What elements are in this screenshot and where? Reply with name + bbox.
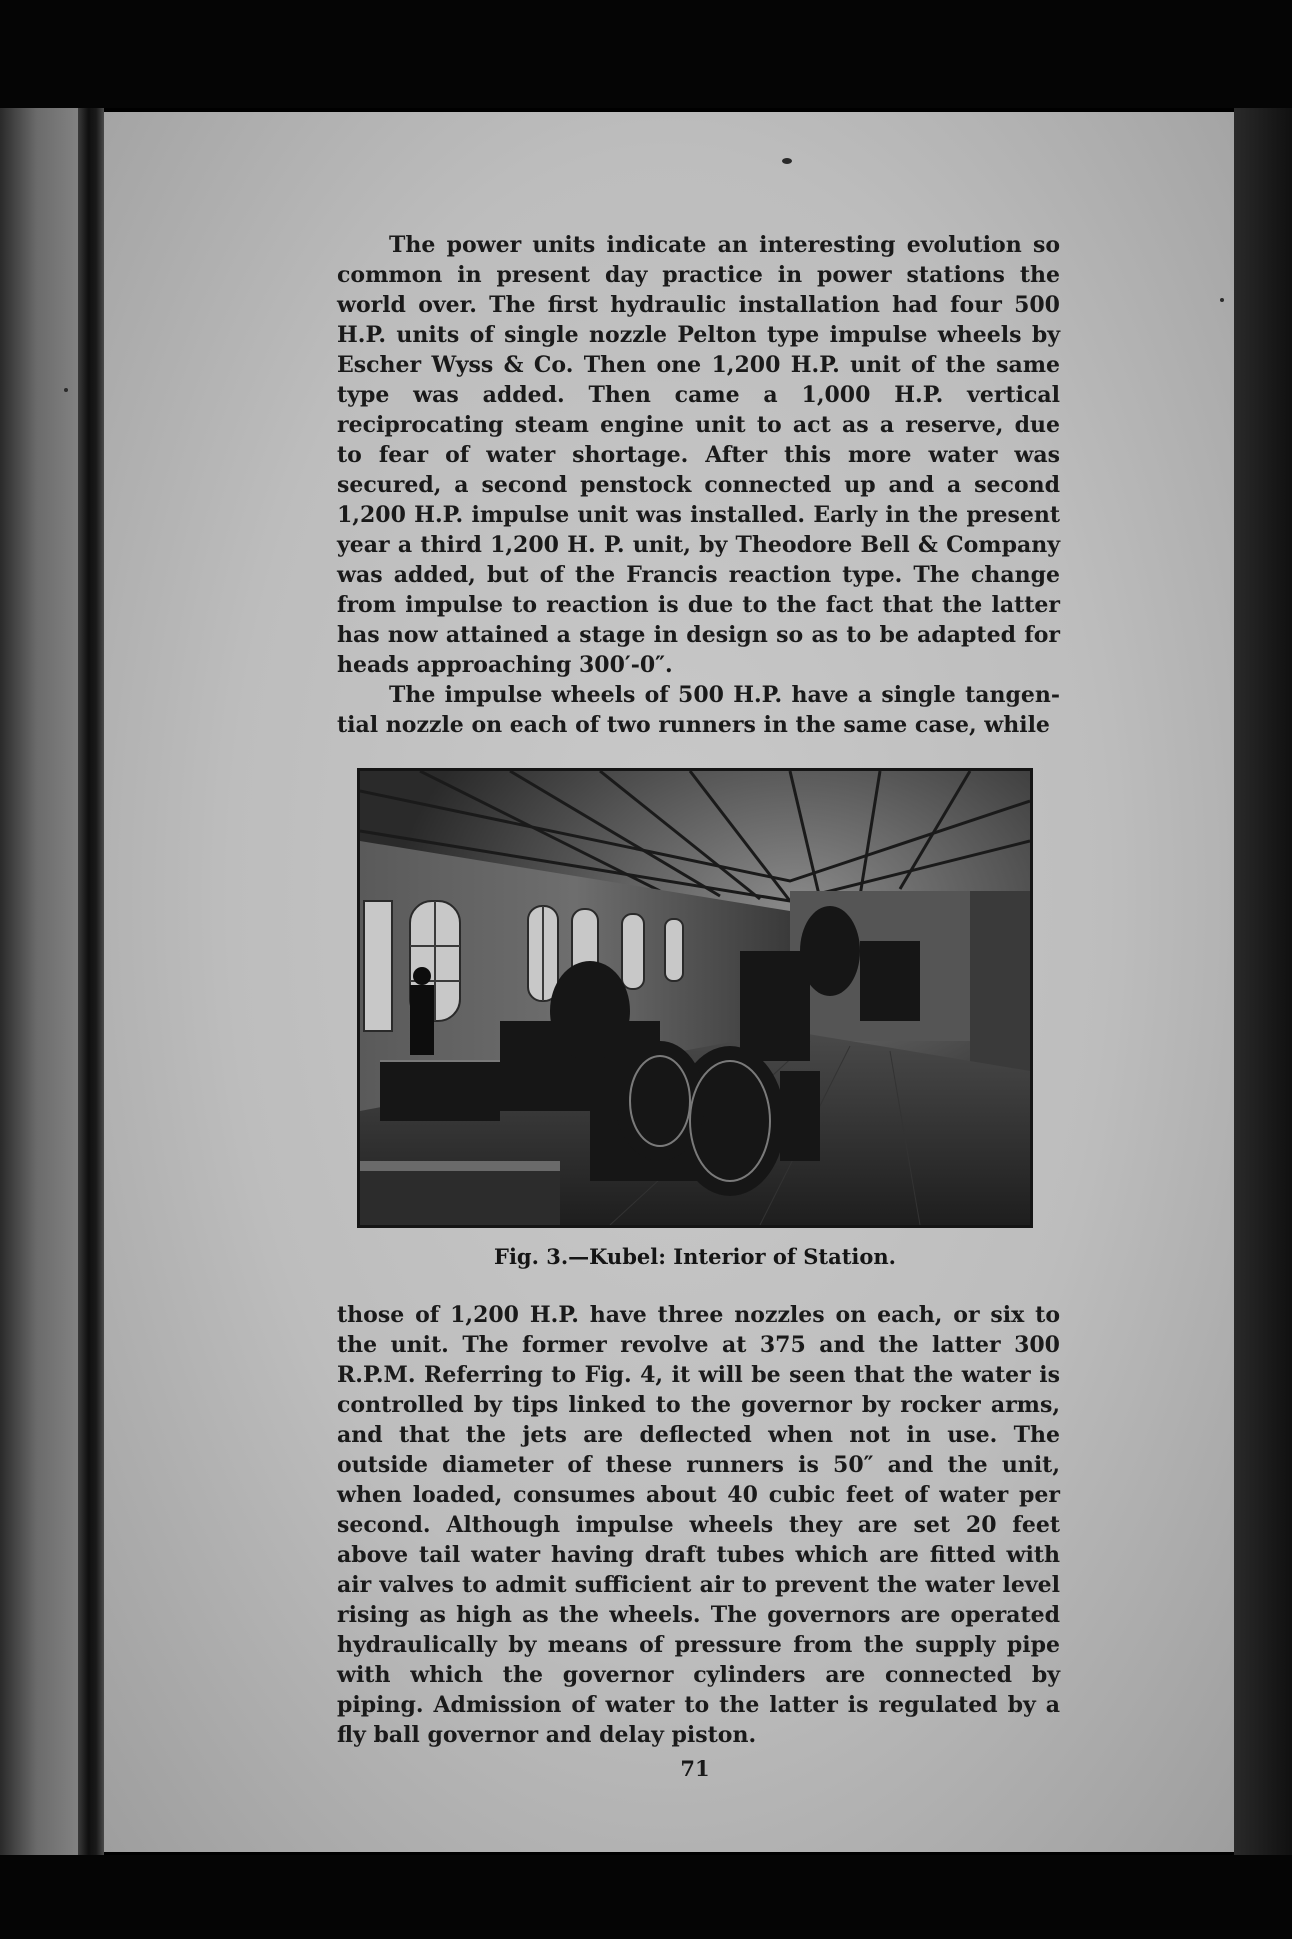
ink-speck (64, 388, 68, 392)
paragraph: The power units indicate an interesting evolution so common in present day practice in power stations the world over. The first hydraulic installation had four 500 H.P. units of single nozzle Pelton type impulse wheels by Escher Wyss & Co. Then one 1,200 H.P. unit of the same type was added. Then came a 1,000 H.P. vertical reciprocating steam engine unit to act as a reserve, due to fear of water shortage. After this more water was secured, a second penstock connected up and a second 1,200 H.P. impulse unit was installed. Early in the present year a third 1,200 H. P. unit, by Theodore Bell & Company was added, but of the Francis reaction type. The change from impulse to reaction is due to the fact that the latter has now attained a stage in design so as to be adapted for heads approaching 300′-0″. (337, 232, 1060, 678)
scan-border-bottom (0, 1855, 1292, 1939)
body-text-bottom (337, 1300, 1060, 1750)
paragraph: The impulse wheels of 500 H.P. have a single tangential nozzle on each of two runners in the same case, while (337, 682, 1060, 738)
figure-caption: Fig. 3.—Kubel: Interior of Station. (494, 1244, 896, 1269)
book-binding (78, 108, 104, 1855)
scan-border-right (1234, 108, 1292, 1855)
station-interior-photo (357, 768, 1033, 1228)
paragraph: those of 1,200 H.P. have three nozzles on each, or six to the unit. The former revolve at 375 and the latter 300 R.P.M. Referring to Fig. 4, it will be seen that the water is controlled by tips linked to the governor by rocker arms, and that the jets are deflected when not in use. The outside diameter of these runners is 50″ and the unit, when loaded, consumes about 40 cubic feet of water per second. Although impulse wheels they are set 20 feet above tail water having draft tubes which are fitted with air valves to admit sufficient air to prevent the water level rising as high as the wheels. The governors are operated hydraulically by means of pressure from the supply pipe with which the governor cylinders are connected by piping. Admission of water to the latter is regulated by a fly ball governor and delay piston. (337, 1302, 1060, 1748)
scan-border-top (0, 0, 1292, 108)
ink-speck (1220, 298, 1224, 302)
body-text-top (337, 230, 1060, 740)
page-number: 71 (680, 1756, 710, 1781)
ink-speck (782, 158, 792, 164)
